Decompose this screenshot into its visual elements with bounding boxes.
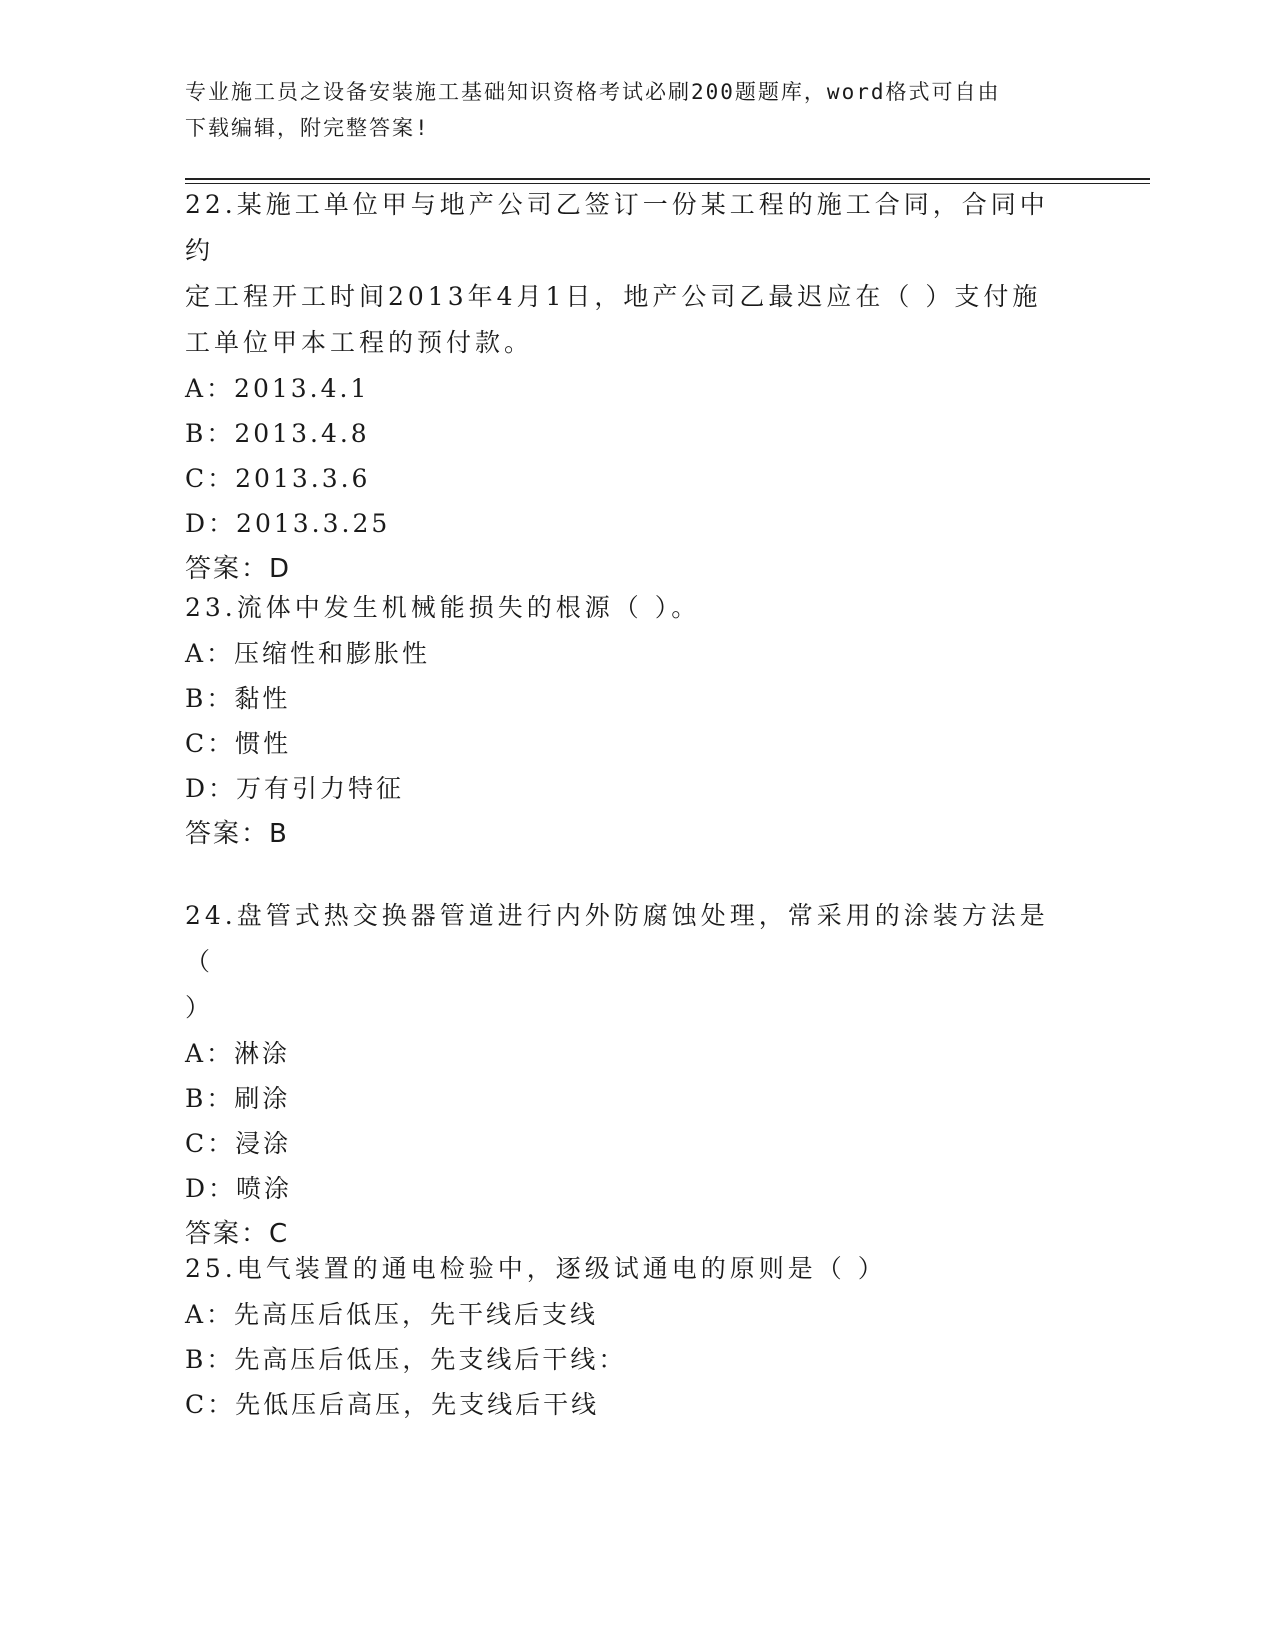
answer: 答案：C <box>185 1219 290 1249</box>
option-d: D：2013.3.25 <box>185 509 391 538</box>
question-block <box>185 182 1075 592</box>
question-stem: 24.盘管式热交换器管道进行内外防腐蚀处理，常采用的涂装方法是（ <box>185 901 1049 976</box>
question-stem: ） <box>185 993 215 1022</box>
header-line-2: 下载编辑，附完整答案! <box>185 116 430 140</box>
question-stem: 定工程开工时间2013年4月1日，地产公司乙最迟应在（ ）支付施 <box>185 282 1042 311</box>
option-c: C：2013.3.6 <box>185 464 371 493</box>
option-c: C：惯性 <box>185 729 292 758</box>
question-block <box>185 1246 1075 1427</box>
option-c: C：浸涂 <box>185 1129 292 1158</box>
option-a: A：淋涂 <box>185 1039 291 1068</box>
question-stem: 工单位甲本工程的预付款。 <box>185 328 534 357</box>
header-line-1: 专业施工员之设备安装施工基础知识资格考试必刷200题题库，word格式可自由 <box>185 80 1001 104</box>
option-a: A：2013.4.1 <box>185 374 370 403</box>
question-block <box>185 893 1075 1257</box>
option-a: A：压缩性和膨胀性 <box>185 639 431 668</box>
document-header <box>185 74 1065 146</box>
answer: 答案：B <box>185 819 289 849</box>
question-stem: 23.流体中发生机械能损失的根源（ ）。 <box>185 593 701 622</box>
option-d: D：喷涂 <box>185 1174 293 1203</box>
question-block <box>185 585 1075 857</box>
option-b: B：黏性 <box>185 684 291 713</box>
option-b: B：2013.4.8 <box>185 419 370 448</box>
option-b: B：刷涂 <box>185 1084 291 1113</box>
option-c: C：先低压后高压，先支线后干线 <box>185 1390 600 1419</box>
option-d: D：万有引力特征 <box>185 774 405 803</box>
option-a: A：先高压后低压，先干线后支线 <box>185 1300 599 1329</box>
header-rule-thick <box>185 178 1150 180</box>
answer: 答案：D <box>185 554 292 584</box>
question-stem: 25.电气装置的通电检验中，逐级试通电的原则是（ ） <box>185 1254 887 1283</box>
question-stem: 22.某施工单位甲与地产公司乙签订一份某工程的施工合同，合同中约 <box>185 190 1049 265</box>
option-b: B：先高压后低压，先支线后干线： <box>185 1345 627 1374</box>
